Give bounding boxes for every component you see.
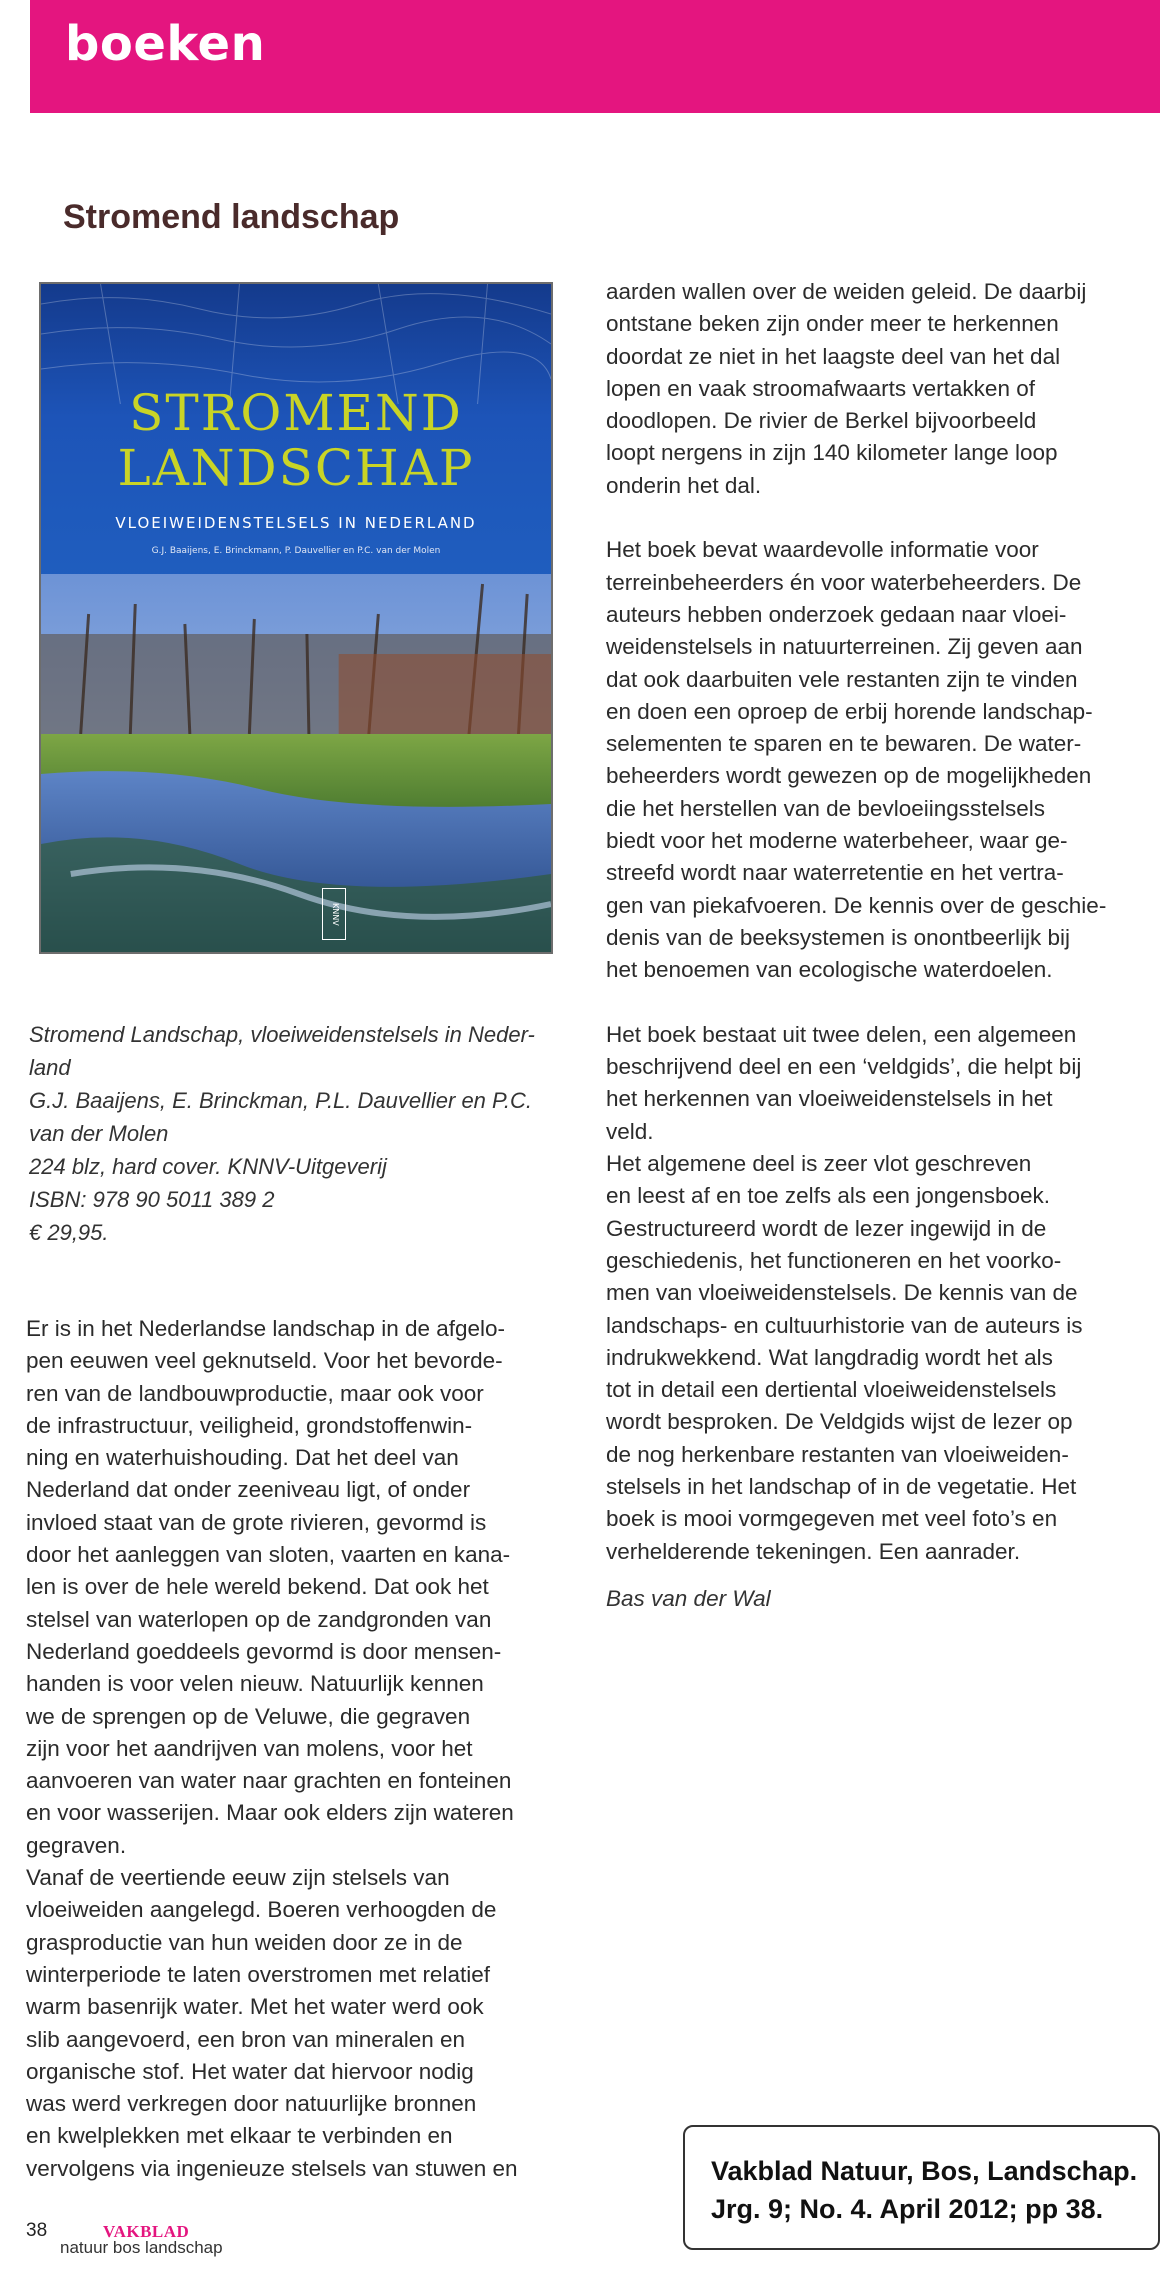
magazine-logo-bottom: natuur bos landschap	[60, 2238, 223, 2257]
body-text-line: doodlopen. De rivier de Berkel bijvoorbeeld	[606, 408, 1037, 434]
body-text-line: vloeiweiden aangelegd. Boeren verhoogden de	[26, 1897, 497, 1923]
body-text-line: wordt besproken. De Veldgids wijst de lezer op	[606, 1409, 1073, 1435]
body-text-line: verhelderende tekeningen. Een aanrader.	[606, 1538, 1021, 1564]
body-text-line: warm basenrijk water. Met het water werd ook	[26, 1994, 484, 2020]
cover-subtitle: VLOEIWEIDENSTELSELS IN NEDERLAND	[115, 514, 477, 532]
body-text-line: veld.	[606, 1118, 654, 1144]
body-text-line: boek is mooi vormgegeven met veel foto’s en	[606, 1506, 1058, 1532]
body-text-line: en voor wasserijen. Maar ook elders zijn wateren	[26, 1800, 514, 1826]
body-text-line: dat ook daarbuiten vele restanten zijn te vinden	[606, 666, 1078, 692]
body-text-line: aanvoeren van water naar grachten en fonteinen	[26, 1768, 512, 1794]
book-details-line: ISBN: 978 90 5011 389 2	[29, 1187, 275, 1212]
body-text-line: stelsel van waterlopen op de zandgronden van	[26, 1606, 492, 1632]
body-text-line: landschaps- en cultuurhistorie van de auteurs is	[606, 1312, 1083, 1338]
book-details-line: € 29,95.	[29, 1220, 109, 1245]
body-text-line: indrukwekkend. Wat langdradig wordt het als	[606, 1344, 1053, 1370]
body-text-line: onderin het dal.	[606, 472, 762, 498]
section-title: boeken	[65, 16, 266, 72]
body-text-line: stelsels in het landschap of in de vegetatie. Het	[606, 1473, 1077, 1499]
body-text-line: we de sprengen op de Veluwe, die gegraven	[26, 1703, 471, 1729]
cover-title-line1: STROMEND	[129, 384, 463, 442]
body-text-line: beheerders wordt gewezen op de mogelijkheden	[606, 763, 1092, 789]
body-text-line: het herkennen van vloeiweidenstelsels in het	[606, 1086, 1053, 1112]
body-text-line: Gestructureerd wordt de lezer ingewijd in de	[606, 1215, 1047, 1241]
page-number: 38	[26, 2220, 48, 2241]
body-text-line: Vanaf de veertiende eeuw zijn stelsels van	[26, 1865, 450, 1891]
body-text-line: terreinbeheerders én voor waterbeheerders. De	[606, 569, 1082, 595]
book-details-line: Stromend Landschap, vloeiweidenstelsels in Neder-	[29, 1022, 535, 1047]
body-text-line: slib aangevoerd, een bron van mineralen en	[26, 2026, 466, 2052]
body-text-line	[606, 987, 1106, 1019]
body-text-line: lopen en vaak stroomafwaarts vertakken of	[606, 375, 1035, 401]
body-text-line: invloed staat van de grote rivieren, gevormd is	[26, 1509, 487, 1535]
body-text-line: grasproductie van hun weiden door ze in de	[26, 1929, 463, 1955]
cover-title-line2: LANDSCHAP	[117, 439, 475, 497]
article-title: Stromend landschap	[63, 198, 400, 236]
magazine-logo-top: VAKBLAD	[103, 2222, 190, 2241]
body-text-line: pen eeuwen veel geknutseld. Voor het bevorde-	[26, 1348, 503, 1374]
book-details-line: van der Molen	[29, 1121, 169, 1146]
body-text-line: handen is voor velen nieuw. Natuurlijk kennen	[26, 1671, 484, 1697]
body-text-line: tot in detail een dertiental vloeiweidenstelsels	[606, 1377, 1057, 1403]
body-text-line: de infrastructuur, veiligheid, grondstoffenwin-	[26, 1412, 473, 1438]
body-text-line: len is over de hele wereld bekend. Dat ook het	[26, 1574, 489, 1600]
body-text-line: ning en waterhuishouding. Dat het deel van	[26, 1445, 459, 1471]
section-header	[30, 0, 1160, 113]
body-text-line: het benoemen van ecologische waterdoelen.	[606, 957, 1053, 983]
cover-landscape-photo	[41, 574, 551, 954]
author-signature: Bas van der Wal	[606, 1585, 771, 1611]
body-text-line: zijn voor het aandrijven van molens, voor het	[26, 1735, 473, 1761]
body-text-line: loopt nergens in zijn 140 kilometer lange loop	[606, 440, 1058, 466]
body-text-line: geschiedenis, het functioneren en het voorko-	[606, 1247, 1062, 1273]
book-details-line: 224 blz, hard cover. KNNV-Uitgeverij	[29, 1154, 387, 1179]
body-text-line: men van vloeiweidenstelsels. De kennis van de	[606, 1280, 1078, 1306]
book-cover-image	[39, 282, 553, 954]
body-text-line: biedt voor het moderne waterbeheer, waar ge-	[606, 828, 1068, 854]
citation-line: Vakblad Natuur, Bos, Landschap.	[711, 2156, 1138, 2186]
body-text-line: door het aanleggen van sloten, vaarten en kana-	[26, 1542, 511, 1568]
body-text-line: en kwelplekken met elkaar te verbinden en	[26, 2123, 453, 2149]
cover-authors: G.J. Baaijens, E. Brinckmann, P. Dauvellier en P.C. van der Molen	[151, 546, 441, 556]
citation-line: Jrg. 9; No. 4. April 2012; pp 38.	[711, 2194, 1104, 2224]
body-text-line: beschrijvend deel en een ‘veldgids’, die helpt bij	[606, 1054, 1082, 1080]
body-text-line: auteurs hebben onderzoek gedaan naar vloei-	[606, 601, 1067, 627]
body-text-line: winterperiode te laten overstromen met relatief	[26, 1961, 490, 1987]
body-text-line	[606, 502, 1106, 534]
body-text-line: weidenstelsels in natuurterreinen. Zij geven aan	[606, 634, 1083, 660]
body-text-line: Het boek bevat waardevolle informatie voor	[606, 537, 1039, 563]
body-text-line: was werd verkregen door natuurlijke bronnen	[26, 2091, 477, 2117]
body-text-line: en doen een oproep de erbij horende landschap-	[606, 698, 1093, 724]
body-text-line: Er is in het Nederlandse landschap in de afgelo-	[26, 1316, 506, 1341]
body-text-line: Het algemene deel is zeer vlot geschreven	[606, 1151, 1032, 1177]
book-details	[29, 1018, 569, 1249]
citation-box	[683, 2125, 1160, 2250]
body-text-line: gegraven.	[26, 1832, 127, 1858]
body-text-line: ren van de landbouwproductie, maar ook voor	[26, 1380, 484, 1406]
body-text-line: selementen te sparen en te bewaren. De water-	[606, 731, 1082, 757]
body-text-line: aarden wallen over de weiden geleid. De daarbij	[606, 279, 1087, 304]
book-details-line: G.J. Baaijens, E. Brinckman, P.L. Dauvellier en P.C.	[29, 1088, 532, 1113]
book-details-line: land	[29, 1055, 71, 1080]
body-column-right	[606, 276, 1106, 1568]
body-text-line: Nederland goeddeels gevormd is door mensen-	[26, 1638, 502, 1664]
body-column-left	[26, 1313, 518, 2185]
body-text-line: de nog herkenbare restanten van vloeiweiden-	[606, 1441, 1069, 1467]
body-text-line: doordat ze niet in het laagste deel van het dal	[606, 343, 1061, 369]
body-text-line: denis van de beeksystemen is onontbeerlijk bij	[606, 924, 1071, 950]
body-text-line: ontstane beken zijn onder meer te herkennen	[606, 311, 1059, 337]
body-text-line: streefd wordt naar waterretentie en het vertra-	[606, 860, 1064, 886]
body-text-line: Nederland dat onder zeeniveau ligt, of onder	[26, 1477, 471, 1503]
body-text-line: en leest af en toe zelfs als een jongensboek.	[606, 1183, 1051, 1209]
body-text-line: organische stof. Het water dat hiervoor nodig	[26, 2058, 474, 2084]
body-text-line: vervolgens via ingenieuze stelsels van stuwen en	[26, 2155, 518, 2181]
publisher-logo: KNNV	[322, 888, 346, 940]
body-text-line: Het boek bestaat uit twee delen, een algemeen	[606, 1021, 1077, 1047]
body-text-line: die het herstellen van de bevloeiingsstelsels	[606, 795, 1046, 821]
body-text-line: gen van piekafvoeren. De kennis over de geschie-	[606, 892, 1107, 918]
